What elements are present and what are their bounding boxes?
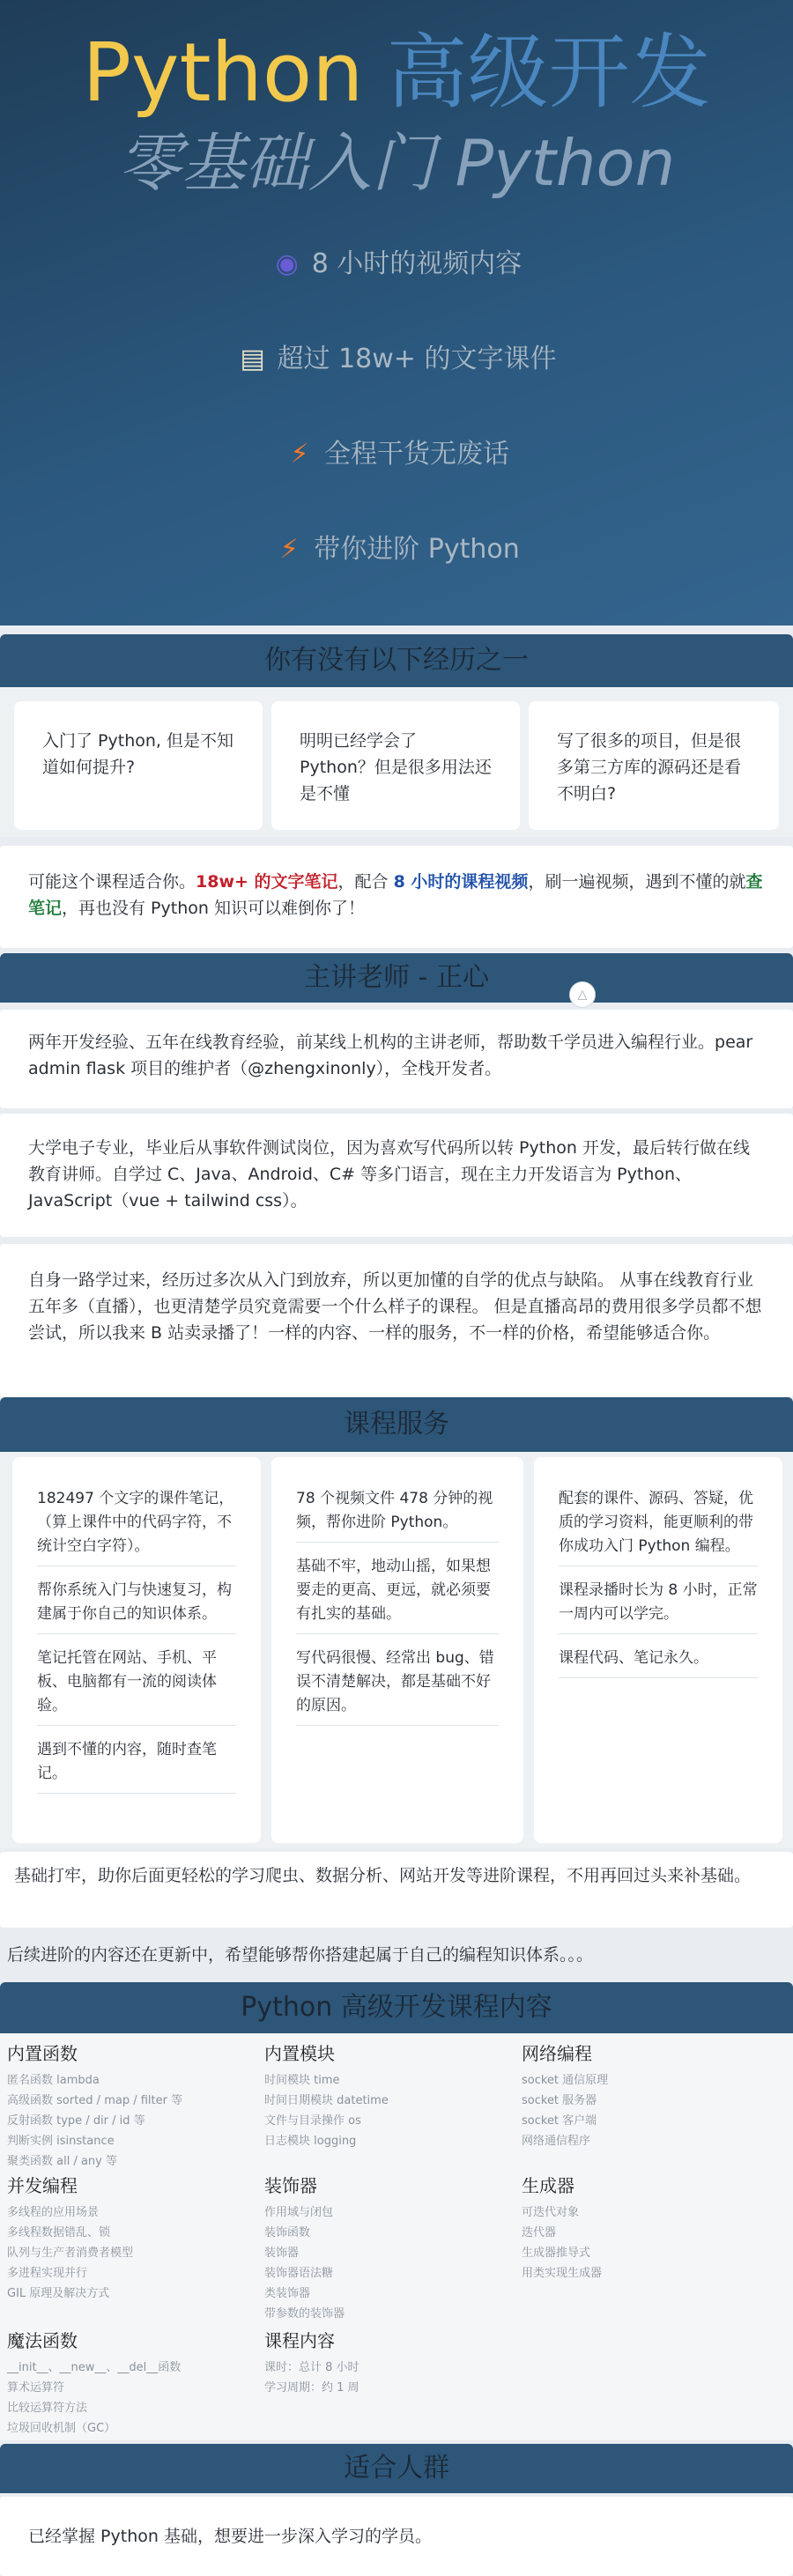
service-item: 课程代码、笔记永久。 [559, 1647, 758, 1678]
highlight-check-notes: 查笔记 [28, 872, 763, 918]
service-note: 基础打牢，助你后面更轻松的学习爬虫、数据分析、网站开发等进阶课程，不用再回过头来补基础。 [0, 1852, 793, 1928]
service-item: 配套的课件、源码、答疑，优质的学习资料，能更顺利的带你成功入门 Python 编程。 [559, 1487, 758, 1566]
content-item: 垃圾回收机制（GC） [7, 2422, 116, 2435]
content-item: GIL 原理及解决方式 [7, 2287, 110, 2300]
content-item: socket 通信原理 [522, 2074, 609, 2087]
content-item: 学习周期：约 1 周 [264, 2381, 359, 2395]
content-item: 装饰函数 [264, 2226, 311, 2239]
content-item: 作用域与闭包 [264, 2206, 334, 2219]
content-item: 多进程实现并行 [7, 2267, 88, 2280]
hero-subtitle: 零基础入门 Python [117, 126, 676, 200]
highlight-video: 8 小时的课程视频 [393, 872, 529, 892]
content-item: 类装饰器 [264, 2287, 311, 2300]
content-block [7, 2042, 254, 2172]
content-block [522, 2042, 777, 2151]
content-block-title: 课程内容 [264, 2330, 335, 2351]
service-column [12, 1457, 261, 1843]
teacher-paragraph: 大学电子专业，毕业后从事软件测试岗位，因为喜欢写代码所以转 Python 开发，最后转行做在线教育讲师。自学过 C、Java、Android、C# 等多门语言，现在主力开发语言为 Python、JavaScript（vue + tailwind css）。 [0, 1114, 793, 1237]
content-item: 判断实例 isinstance [7, 2135, 115, 2148]
service-item: 基础不牢，地动山摇，如果想要走的更高、更远，就必须要有扎实的基础。 [296, 1555, 499, 1634]
document-icon: ▤ [240, 344, 265, 374]
service-item: 笔记托管在网站、手机、平板、电脑都有一流的阅读体验。 [37, 1647, 236, 1726]
content-block [264, 2042, 511, 2151]
section-heading-experience: 你有没有以下经历之一 [0, 634, 793, 687]
service-item: 遇到不懂的内容，随时查笔记。 [37, 1738, 236, 1794]
content-item: 带参数的装饰器 [264, 2307, 345, 2321]
feature-advance: ⚡ 带你进阶 Python [0, 527, 793, 566]
service-column [534, 1457, 782, 1843]
lightning-icon: ⚡ [279, 534, 299, 565]
content-block-title: 网络编程 [522, 2043, 592, 2064]
content-block-title: 魔法函数 [7, 2330, 78, 2351]
content-block [7, 2174, 254, 2304]
content-block-title: 内置模块 [264, 2043, 335, 2064]
content-block [264, 2329, 511, 2398]
content-block-title: 并发编程 [7, 2175, 78, 2196]
content-item: 多线程数据错乱、锁 [7, 2226, 111, 2239]
hero-title [0, 25, 793, 122]
experience-card: 入门了 Python, 但是不知道如何提升? [14, 701, 263, 830]
service-item: 182497 个文字的课件笔记，（算上课件中的代码字符，不统计空白字符）。 [37, 1487, 236, 1566]
content-item: 多线程的应用场景 [7, 2206, 100, 2219]
section-heading-contents: Python 高级开发课程内容 [0, 1982, 793, 2033]
content-item: 装饰器语法糖 [264, 2267, 334, 2280]
content-item: 迭代器 [522, 2226, 557, 2239]
experience-summary: 可能这个课程适合你。18w+ 的文字笔记，配合 8 小时的课程视频，刷一遍视频，遇到不懂的就查笔记，再也没有 Python 知识可以难倒你了！ [0, 846, 793, 948]
section-heading-service: 课程服务 [0, 1397, 793, 1452]
content-item: 课时：总计 8 小时 [264, 2361, 359, 2374]
content-item: 可迭代对象 [522, 2206, 580, 2219]
audience-text: 已经掌握 Python 基础，想要进一步深入学习的学员。 [0, 2497, 793, 2576]
content-block [264, 2174, 511, 2324]
content-item: 聚类函数 all / any 等 [7, 2155, 117, 2168]
experience-card: 写了很多的项目，但是很多第三方库的源码还是看不明白? [529, 701, 779, 830]
service-item: 写代码很慢、经常出 bug、错误不清楚解决，都是基础不好的原因。 [296, 1647, 499, 1726]
service-item: 课程录播时长为 8 小时，正常一周内可以学完。 [559, 1579, 758, 1634]
teacher-paragraph: 两年开发经验、五年在线教育经验，前某线上机构的主讲老师，帮助数千学员进入编程行业。pear admin flask 项目的维护者（@zhengxinonly），全栈开发者。 [0, 1010, 793, 1108]
content-item: 算术运算符 [7, 2381, 65, 2395]
section-heading-teacher: 主讲老师 - 正心 [0, 953, 793, 1003]
content-item: 反射函数 type / dir / id 等 [7, 2114, 145, 2128]
content-item: 网络通信程序 [522, 2135, 591, 2148]
content-item: 用类实现生成器 [522, 2267, 603, 2280]
content-block-title: 内置函数 [7, 2043, 78, 2064]
teacher-paragraph: 自身一路学过来，经历过多次从入门到放弃，所以更加懂的自学的优点与缺陷。 从事在线教育行业五年多（直播），也更清楚学员究竟需要一个什么样子的课程。 但是直播高昂的费用很多学员都不想尝试，所以我来 B 站卖录播了！一样的内容、一样的服务，不一样的价格，希望能够适合你。 [0, 1244, 793, 1397]
content-item: 比较运算符方法 [7, 2402, 88, 2415]
hero-title-advanced: 高级开发 [386, 26, 711, 120]
experience-card: 明明已经学会了 Python？但是很多用法还是不懂 [271, 701, 520, 830]
content-item: 高级函数 sorted / map / filter 等 [7, 2094, 183, 2107]
video-camera-icon: ◉ [275, 248, 299, 279]
service-note: 后续进阶的内容还在更新中，希望能够帮你搭建起属于自己的编程知识体系。。。 [7, 1945, 594, 1965]
section-heading-audience: 适合人群 [0, 2444, 793, 2493]
content-item: 队列与生产者消费者模型 [7, 2247, 134, 2260]
content-item: 文件与目录操作 os [264, 2114, 361, 2128]
lightning-icon: ⚡ [290, 439, 309, 470]
content-item: 时间日期模块 datetime [264, 2094, 389, 2107]
content-item: 日志模块 logging [264, 2135, 357, 2148]
hero-banner [0, 0, 793, 625]
feature-no-filler: ⚡ 全程干货无废话 [0, 432, 793, 470]
service-item: 78 个视频文件 478 分钟的视频，帮你进阶 Python。 [296, 1487, 499, 1543]
service-column [271, 1457, 523, 1843]
warning-icon: △ [569, 981, 596, 1008]
highlight-notes: 18w+ 的文字笔记 [196, 872, 338, 892]
content-item: 装饰器 [264, 2247, 300, 2260]
content-item: 匿名函数 lambda [7, 2074, 100, 2087]
content-item: socket 服务器 [522, 2094, 597, 2107]
content-block [522, 2174, 777, 2284]
content-block-title: 生成器 [522, 2175, 574, 2196]
content-item: 时间模块 time [264, 2074, 340, 2087]
content-item: 生成器推导式 [522, 2247, 591, 2260]
content-block-title: 装饰器 [264, 2175, 317, 2196]
service-item: 帮你系统入门与快速复习，构建属于你自己的知识体系。 [37, 1579, 236, 1634]
content-item: socket 客户端 [522, 2114, 597, 2128]
feature-video: ◉ 8 小时的视频内容 [0, 241, 793, 280]
hero-title-python: Python [82, 26, 364, 120]
feature-notes: ▤ 超过 18w+ 的文字课件 [0, 337, 793, 375]
content-item: __init__、__new__、__del__函数 [7, 2361, 182, 2374]
content-block [7, 2329, 254, 2439]
